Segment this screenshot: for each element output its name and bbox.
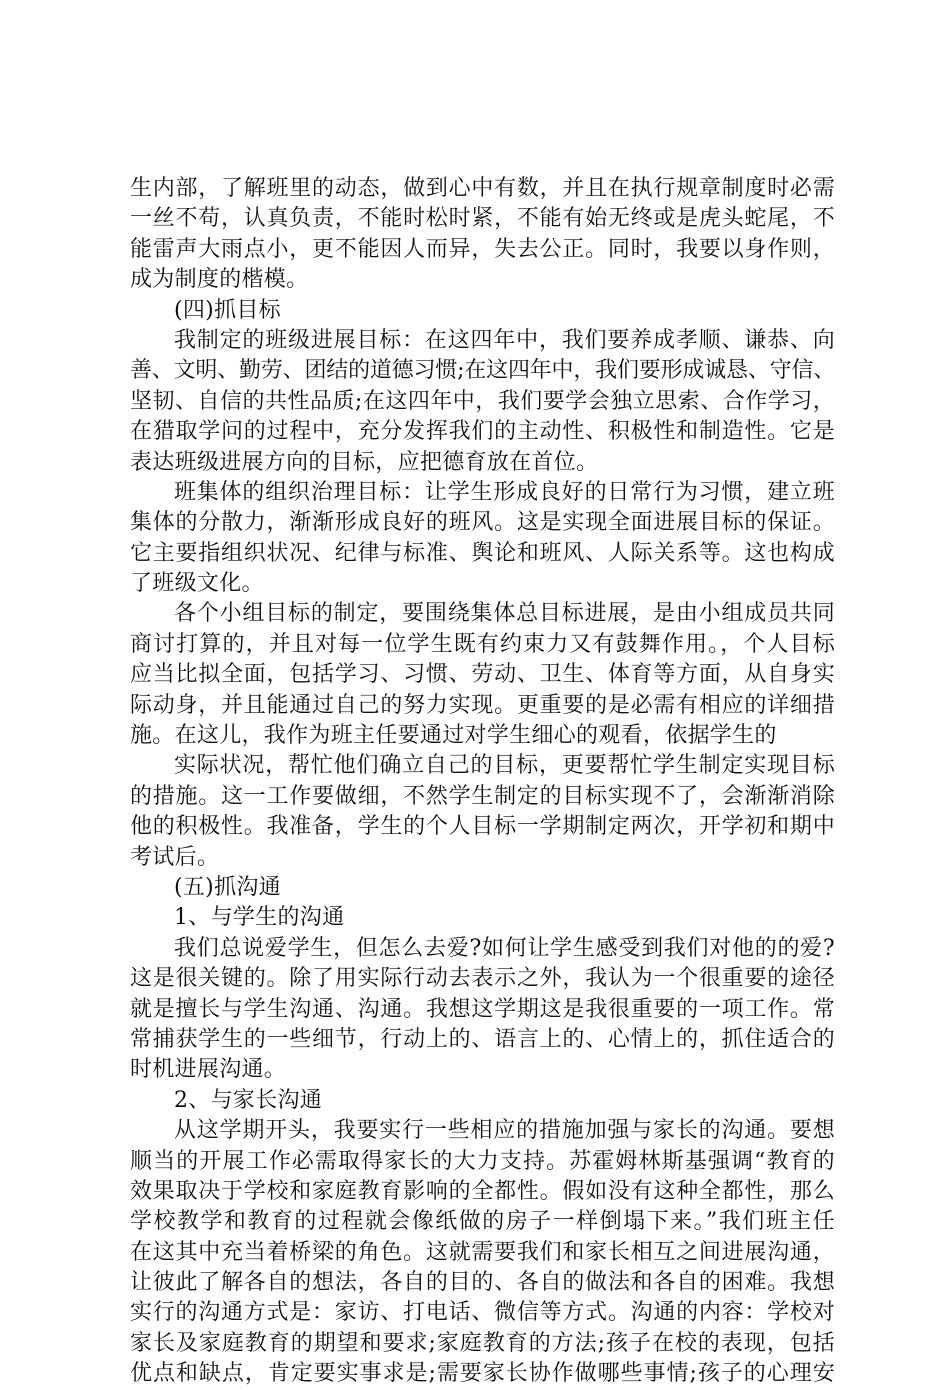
- text-line: 让彼此了解各自的想法，各自的目的、各自的做法和各自的困难。我想: [130, 1270, 835, 1296]
- text-line: 生内部，了解班里的动态，做到心中有数，并且在执行规章制度时必需: [130, 176, 835, 201]
- text-line: 能雷声大雨点小，更不能因人而异，失去公正。同时，我要以身作则，: [130, 236, 835, 262]
- text-line: 优点和缺点，肯定要实事求是;需要家长协作做哪些事情;孩子的心理安: [130, 1361, 835, 1387]
- text-line: 效果取决于学校和家庭教育影响的全都性。假如没有这种全都性，那么: [130, 1178, 835, 1204]
- text-line: 就是擅长与学生沟通、沟通。我想这学期这是我很重要的一项工作。常: [130, 996, 835, 1022]
- text-line: 的措施。这一工作要做细，不然学生制定的目标实现不了，会渐渐消除: [130, 783, 835, 809]
- text-line: 施。在这儿，我作为班主任要通过对学生细心的观看，依据学生的: [130, 723, 777, 749]
- text-line: 各个小组目标的制定，要围绕集体总目标进展，是由小组成员共同: [174, 601, 835, 627]
- text-line: 顺当的开展工作必需取得家长的大力支持。苏霍姆林斯基强调“教育的: [130, 1148, 835, 1174]
- text-line: 实行的沟通方式是：家访、打电话、微信等方式。沟通的内容：学校对: [130, 1300, 835, 1326]
- text-line: 从这学期开头，我要实行一些相应的措施加强与家长的沟通。要想: [174, 1118, 835, 1144]
- text-line: 应当比拟全面，包括学习、习惯、劳动、卫生、体育等方面，从自身实: [130, 662, 835, 688]
- section-heading: 1、与学生的沟通: [174, 905, 345, 931]
- text-line: 善、文明、勤劳、团结的道德习惯;在这四年中，我们要形成诚恳、守信、: [130, 358, 835, 384]
- text-line: 时机进展沟通。: [130, 1057, 287, 1083]
- text-line: 商讨打算的，并且对每一位学生既有约束力又有鼓舞作用。，个人目标: [130, 631, 835, 657]
- section-heading: (五)抓沟通: [174, 874, 281, 900]
- text-line: 他的积极性。我准备，学生的个人目标一学期制定两次，开学初和期中: [130, 814, 835, 840]
- text-line: 我制定的班级进展目标：在这四年中，我们要养成孝顺、谦恭、向: [174, 327, 835, 353]
- text-line: 这是很关键的。除了用实际行动去表示之外，我认为一个很重要的途径: [130, 966, 835, 992]
- text-line: 实际状况，帮忙他们确立自己的目标，更要帮忙学生制定实现目标: [174, 753, 835, 779]
- text-line: 家长及家庭教育的期望和要求;家庭教育的方法;孩子在校的表现，包括: [130, 1330, 835, 1356]
- section-heading: 2、与家长沟通: [174, 1087, 323, 1113]
- section-heading: (四)抓目标: [174, 297, 281, 323]
- text-line: 了班级文化。: [130, 571, 264, 597]
- text-line: 表达班级进展方向的目标，应把德育放在首位。: [130, 449, 599, 475]
- text-line: 成为制度的楷模。: [130, 267, 309, 293]
- text-line: 一丝不苟，认真负责，不能时松时紧，不能有始无终或是虎头蛇尾，不: [130, 206, 835, 232]
- text-line: 常捕获学生的一些细节，行动上的、语言上的、心情上的，抓住适合的: [130, 1026, 835, 1052]
- text-line: 学校教学和教育的过程就会像纸做的房子一样倒塌下来。”我们班主任: [130, 1209, 835, 1235]
- text-line: 集体的分散力，渐渐形成良好的班风。这是实现全面进展目标的保证。: [130, 510, 835, 536]
- text-line: 际动身，并且能通过自己的努力实现。更重要的是必需有相应的详细措: [130, 692, 835, 718]
- text-line: 班集体的组织治理目标：让学生形成良好的日常行为习惯，建立班: [174, 479, 835, 505]
- text-line: 它主要指组织状况、纪律与标准、舆论和班风、人际关系等。这也构成: [130, 540, 835, 566]
- text-line: 在猎取学问的过程中，充分发挥我们的主动性、积极性和制造性。它是: [130, 419, 835, 445]
- text-line: 考试后。: [130, 844, 220, 870]
- text-line: 在这其中充当着桥梁的角色。这就需要我们和家长相互之间进展沟通，: [130, 1239, 835, 1265]
- text-line: 坚韧、自信的共性品质;在这四年中，我们要学会独立思索、合作学习，: [130, 388, 835, 414]
- document-page: [130, 174, 835, 1390]
- text-line: 我们总说爱学生，但怎么去爱?如何让学生感受到我们对他的的爱?: [174, 935, 835, 961]
